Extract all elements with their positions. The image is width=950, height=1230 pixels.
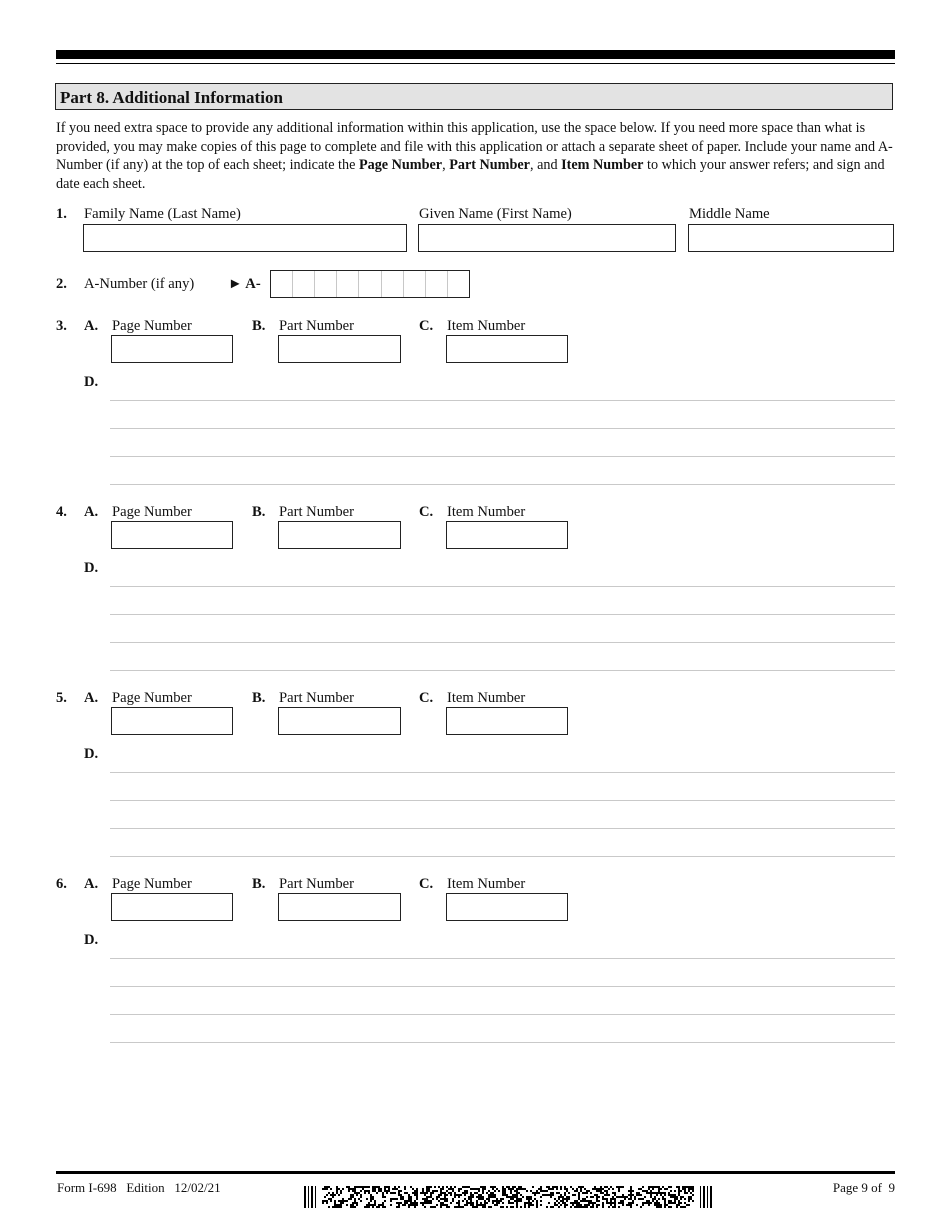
item-6-number: 6. [56,876,67,892]
item-5-b-letter: B. [252,690,266,706]
item-3-item-number-field[interactable] [446,335,568,363]
item-3-part-number-field[interactable] [278,335,401,363]
a-number-prefix: ► A- [228,276,261,292]
item-3-a-letter: A. [84,318,99,334]
item-3-number: 3. [56,318,67,334]
middle-name-field[interactable] [688,224,894,252]
page-number: Page 9 of 9 [832,1180,895,1195]
item-4-part-number-label: Part Number [279,504,354,520]
item-4-answer-line[interactable] [110,586,895,587]
item-6-a-letter: A. [84,876,99,892]
item-4-item-number-field[interactable] [446,521,568,549]
item-6-page-number-label: Page Number [112,876,192,892]
family-name-field[interactable] [83,224,407,252]
top-rule-thin [56,63,895,64]
item-3-item-number-label: Item Number [447,318,526,334]
item-5-item-number-field[interactable] [446,707,568,735]
item-5-number: 5. [56,690,67,706]
top-rule-thick [56,50,895,59]
item-3-answer-line[interactable] [110,428,895,429]
a-number-digit [404,271,426,297]
item-3-page-number-field[interactable] [111,335,233,363]
item-1-number: 1. [56,206,67,222]
a-number-digit [337,271,359,297]
middle-name-label: Middle Name [689,206,770,222]
item-5-answer-line[interactable] [110,772,895,773]
a-number-digit [359,271,381,297]
a-number-digit [448,271,469,297]
item-4-answer-line[interactable] [110,642,895,643]
item-5-part-number-field[interactable] [278,707,401,735]
item-2-number: 2. [56,276,67,292]
given-name-label: Given Name (First Name) [419,206,572,222]
item-4-answer-line[interactable] [110,614,895,615]
barcode-image [304,1186,712,1208]
item-4-b-letter: B. [252,504,266,520]
item-4-part-number-field[interactable] [278,521,401,549]
item-6-page-number-field[interactable] [111,893,233,921]
item-3-c-letter: C. [419,318,434,334]
item-3-answer-line[interactable] [110,456,895,457]
item-5-page-number-label: Page Number [112,690,192,706]
item-5-item-number-label: Item Number [447,690,526,706]
item-3-answer-line[interactable] [110,400,895,401]
footer-rule [56,1171,895,1174]
item-6-answer-line[interactable] [110,958,895,959]
item-5-answer-line[interactable] [110,800,895,801]
item-6-answer-line[interactable] [110,1042,895,1043]
a-number-digit [293,271,315,297]
a-number-digit [382,271,404,297]
item-4-item-number-label: Item Number [447,504,526,520]
item-6-c-letter: C. [419,876,434,892]
item-6-d-letter: D. [84,932,99,948]
item-5-a-letter: A. [84,690,99,706]
a-number-digit [271,271,293,297]
item-4-c-letter: C. [419,504,434,520]
item-4-a-letter: A. [84,504,99,520]
item-3-answer-line[interactable] [110,484,895,485]
a-number-digit [315,271,337,297]
item-5-page-number-field[interactable] [111,707,233,735]
part-header: Part 8. Additional Information [55,83,893,110]
form-edition: Form I-698 Edition 12/02/21 [57,1180,221,1195]
item-5-answer-line[interactable] [110,856,895,857]
item-3-d-letter: D. [84,374,99,390]
item-6-item-number-label: Item Number [447,876,526,892]
item-6-item-number-field[interactable] [446,893,568,921]
given-name-field[interactable] [418,224,676,252]
item-5-part-number-label: Part Number [279,690,354,706]
item-4-answer-line[interactable] [110,670,895,671]
item-4-d-letter: D. [84,560,99,576]
item-6-answer-line[interactable] [110,986,895,987]
item-4-page-number-field[interactable] [111,521,233,549]
a-number-field[interactable] [270,270,470,298]
a-number-digit [426,271,448,297]
item-3-b-letter: B. [252,318,266,334]
item-6-b-letter: B. [252,876,266,892]
family-name-label: Family Name (Last Name) [84,206,241,222]
intro-paragraph: If you need extra space to provide any additional information within this application, use the space below. If you need more space than what is provided, you may make copies of this page to complete and file with this application or attach a separate sheet of paper. Include your name and A-Number (if any) at the top of each sheet; indicate the Page Number, Part Number, and Item Number to which your answer refers; and sign and date each sheet. [56,120,893,192]
item-4-page-number-label: Page Number [112,504,192,520]
item-4-number: 4. [56,504,67,520]
item-5-d-letter: D. [84,746,99,762]
item-6-answer-line[interactable] [110,1014,895,1015]
a-number-label: A-Number (if any) [84,276,195,292]
item-5-answer-line[interactable] [110,828,895,829]
item-3-page-number-label: Page Number [112,318,192,334]
item-6-part-number-label: Part Number [279,876,354,892]
item-3-part-number-label: Part Number [279,318,354,334]
item-6-part-number-field[interactable] [278,893,401,921]
item-5-c-letter: C. [419,690,434,706]
